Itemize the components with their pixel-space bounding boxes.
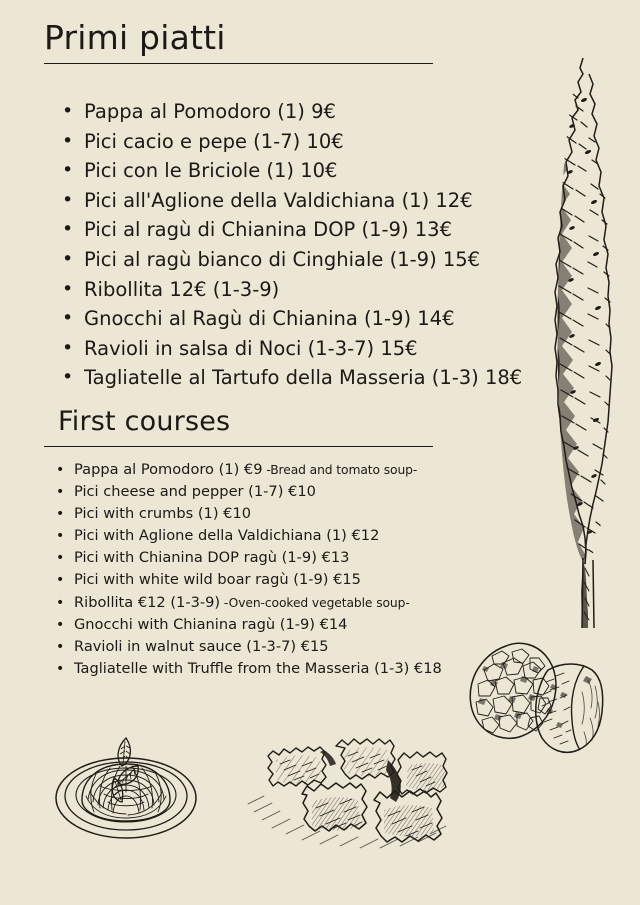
menu-item-text: Pici with Chianina DOP ragù (1-9) €13 [74,549,350,567]
menu-item-text: Pappa al Pomodoro (1) €9 [74,461,263,478]
menu-item-description: -Oven-cooked vegetable soup- [220,595,410,610]
menu-item-text: Ravioli in walnut sauce (1-3-7) €15 [74,637,329,655]
ravioli-illustration [240,708,452,854]
bullet-icon: • [56,594,65,611]
heading-divider-first [44,446,433,447]
bullet-icon: • [56,572,65,589]
italian-menu-list [62,97,522,393]
menu-item-text: Pici con le Briciole (1) 10€ [84,159,338,183]
heading-divider-primi [44,63,433,64]
english-menu-list [56,459,442,680]
page-title-primi-piatti: Primi piatti [44,18,226,57]
menu-item-text: Pici cacio e pepe (1-7) 10€ [84,129,344,153]
bullet-icon: • [62,159,74,182]
list-item [56,525,442,547]
bullet-icon: • [62,307,74,330]
bullet-icon: • [62,100,74,122]
bullet-icon: • [56,462,65,478]
menu-item-text: Ribollita €12 (1-3-9) [74,593,221,611]
list-item [62,97,522,127]
menu-item-text: Ravioli in salsa di Noci (1-3-7) 15€ [84,336,418,360]
menu-item-text: Tagliatelle with Truffle from the Masseria (1-3) €18 [74,659,442,677]
page-title-first-courses: First courses [58,406,231,437]
bullet-icon: • [62,188,74,211]
bullet-icon: • [62,366,74,389]
list-item [62,215,522,245]
bullet-icon: • [62,129,74,152]
list-item [62,156,522,186]
menu-item-text: Pici with white wild boar ragù (1-9) €15 [74,571,361,589]
list-item [62,186,522,216]
menu-item-text: Gnocchi with Chianina ragù (1-9) €14 [74,615,348,633]
bullet-icon: • [62,247,74,270]
menu-item-text: Pici with crumbs (1) €10 [74,505,252,523]
list-item [56,614,442,636]
list-item [56,569,442,591]
bullet-icon: • [62,277,74,300]
menu-item-text: Pici cheese and pepper (1-7) €10 [74,483,316,501]
list-item [56,658,442,680]
bullet-icon: • [56,660,65,677]
list-item [62,304,522,334]
menu-item-description: -Bread and tomato soup- [262,463,418,477]
truffles-illustration [462,636,608,762]
list-item [56,636,442,658]
list-item [62,127,522,157]
bullet-icon: • [56,506,65,523]
list-item [56,592,442,614]
list-item [56,547,442,569]
list-item [62,275,522,305]
menu-item-text: Pici al ragù bianco di Cinghiale (1-9) 15€ [84,247,481,271]
menu-item-text: Tagliatelle al Tartufo della Masseria (1-3) 18€ [84,366,523,390]
bullet-icon: • [56,550,65,567]
bullet-icon: • [56,484,65,501]
menu-item-text: Ribollita 12€ (1-3-9) [84,277,280,301]
list-item [56,459,442,481]
menu-item-text: Pappa al Pomodoro (1) 9€ [84,100,336,123]
menu-item-text: Pici with Aglione della Valdichiana (1) €12 [74,527,380,545]
list-item [56,503,442,525]
bullet-icon: • [56,528,65,545]
menu-item-text: Pici al ragù di Chianina DOP (1-9) 13€ [84,218,452,242]
bullet-icon: • [56,638,65,655]
cypress-tree-illustration [526,52,640,632]
list-item [62,334,522,364]
menu-item-text: Gnocchi al Ragù di Chianina (1-9) 14€ [84,307,455,331]
bullet-icon: • [56,616,65,633]
list-item [62,245,522,275]
list-item [62,363,522,393]
bullet-icon: • [62,218,74,241]
menu-item-text: Pici all'Aglione della Valdichiana (1) 12€ [84,188,473,212]
bullet-icon: • [62,336,74,359]
spaghetti-plate-illustration [52,730,200,852]
list-item [56,481,442,503]
